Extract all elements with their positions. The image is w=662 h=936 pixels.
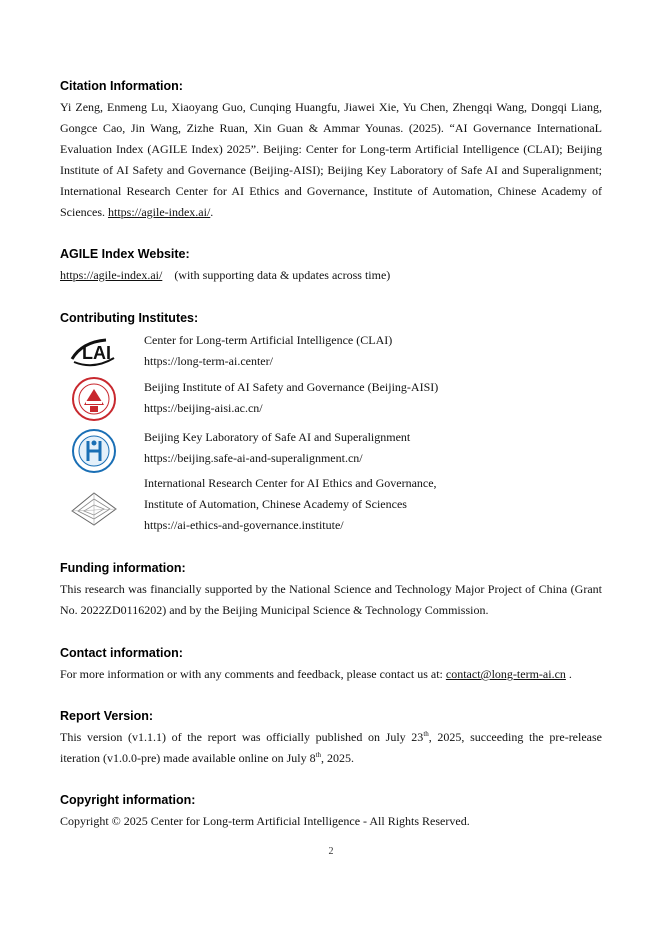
institute-url[interactable]: https://beijing.safe-ai-and-superalignment.cn/ — [144, 451, 363, 465]
funding-text: This research was financially supported by the National Science and Technology Major Project of China (Grant No. 2022ZD0116202) and by the Beijing Municipal Science & Technology Commission. — [60, 582, 602, 617]
version-section — [60, 709, 602, 769]
version-text — [60, 727, 602, 769]
institute-name-2: Institute of Automation, Chinese Academy of Sciences — [144, 497, 407, 511]
funding-heading: Funding information: — [60, 561, 186, 575]
funding-section — [60, 561, 602, 621]
ethics-center-logo-icon — [68, 485, 120, 529]
version-heading: Report Version: — [60, 709, 154, 723]
version-part3: , 2025. — [321, 751, 355, 765]
website-section — [60, 247, 602, 286]
citation-link[interactable]: https://agile-index.ai/ — [107, 205, 211, 219]
institutes-section — [60, 311, 602, 541]
institute-ethics-center-text — [144, 473, 437, 536]
institute-name: International Research Center for AI Ethics and Governance, — [144, 476, 437, 490]
contact-suffix: . — [565, 667, 572, 681]
citation-heading: Citation Information: — [60, 79, 183, 93]
institute-beijing-key-lab — [60, 427, 602, 475]
website-link[interactable]: https://agile-index.ai/ — [60, 268, 163, 282]
institute-url[interactable]: https://long-term-ai.center/ — [144, 354, 273, 368]
contact-heading: Contact information: — [60, 646, 183, 660]
contact-line — [60, 664, 602, 685]
website-line — [60, 265, 602, 286]
citation-text — [60, 97, 602, 223]
institute-beijing-key-lab-text — [144, 427, 410, 469]
version-part1: This version (v1.1.1) of the report was officially published on July 23 — [60, 730, 424, 744]
institute-name: Beijing Key Laboratory of Safe AI and Superalignment — [144, 430, 411, 444]
institute-url[interactable]: https://beijing-aisi.ac.cn/ — [144, 401, 263, 415]
contact-text: For more information or with any comments and feedback, please contact us at: — [60, 667, 443, 681]
institute-clai-text — [144, 330, 392, 372]
beijing-aisi-logo-icon — [68, 377, 120, 421]
page-number: 2 — [328, 846, 334, 857]
institute-name: Center for Long-term Artificial Intelligence (CLAI) — [144, 333, 393, 347]
clai-logo-icon — [68, 332, 120, 376]
institute-name: Beijing Institute of AI Safety and Governance (Beijing-AISI) — [144, 380, 439, 394]
citation-section — [60, 79, 602, 223]
version-sup1: th — [423, 730, 429, 738]
institute-beijing-aisi-text — [144, 377, 438, 419]
institute-clai — [60, 330, 602, 378]
copyright-text: Copyright © 2025 Center for Long-term Artificial Intelligence - All Rights Reserved. — [60, 814, 470, 828]
contact-section — [60, 646, 602, 685]
website-heading: AGILE Index Website: — [60, 247, 190, 261]
institutes-heading: Contributing Institutes: — [60, 311, 199, 325]
contact-email-link[interactable]: contact@long-term-ai.cn — [445, 667, 566, 681]
institute-ethics-center — [60, 473, 602, 539]
version-sup2: th — [315, 751, 322, 759]
copyright-section — [60, 793, 602, 832]
copyright-heading: Copyright information: — [60, 793, 196, 807]
website-note: (with supporting data & updates across time) — [174, 268, 391, 282]
citation-body: Yi Zeng, Enmeng Lu, Xiaoyang Guo, Cunqing Huangfu, Jiawei Xie, Yu Chen, Zhengqi Wang, Dongqi Liang, Gongce Cao, Jin Wang, Zizhe Ruan, Xin Guan & Ammar Younas. (2025). “AI Governance InternationaL Evaluation Index (AGILE Index) 2025”. Beijing: Center for Long-term Artificial Intelligence (CLAI); Beijing Institute of AI Safety and Governance (Beijing-AISI); Beijing Key Laboratory of Safe AI and Superalignment; International Research Center for AI Ethics and Governance, Institute of Automation, Chinese Academy of Sciences. — [60, 100, 602, 219]
citation-link-suffix: . — [210, 205, 214, 219]
svg-text:LAI: LAI — [82, 343, 111, 363]
institute-url[interactable]: https://ai-ethics-and-governance.institute/ — [144, 518, 344, 532]
version-part2: , 2025, succeeding the pre-release iteration (v1.0.0-pre) made available online on July 8 — [60, 730, 602, 765]
beijing-key-lab-logo-icon — [68, 429, 120, 473]
institute-beijing-aisi — [60, 377, 602, 425]
